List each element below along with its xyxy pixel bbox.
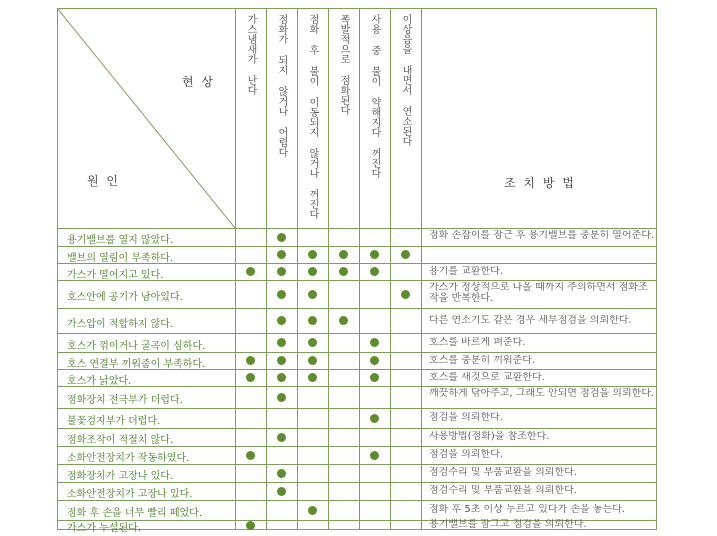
- symptom-mark-dot: [277, 338, 286, 347]
- remedy-cell: 점검수리 및 부품교환을 의뢰한다.: [429, 467, 577, 478]
- cause-cell: 호스가 꺾이거나 굴곡이 심하다.: [67, 340, 206, 352]
- symptom-mark-dot: [277, 316, 286, 325]
- grid-hline: [57, 464, 657, 465]
- symptom-mark-dot: [308, 338, 317, 347]
- grid-vline: [328, 8, 329, 530]
- grid-vline: [235, 8, 236, 530]
- symptom-mark-dot: [308, 290, 317, 299]
- grid-vline: [266, 8, 267, 530]
- cause-cell: 점화조작이 적절치 않다.: [67, 435, 174, 446]
- cause-cell: 소화안전장치가 고장나 있다.: [67, 489, 193, 500]
- phenomenon-header: 현 상: [182, 75, 215, 89]
- symptom-mark-dot: [277, 290, 286, 299]
- grid-hline: [57, 228, 657, 229]
- symptom-mark-dot: [277, 393, 286, 402]
- action-header: 조 치 방 법: [504, 176, 576, 190]
- grid-hline: [57, 446, 657, 447]
- remedy-cell: 용기밸브를 잠그고 점검을 의뢰한다.: [429, 519, 587, 530]
- remedy-cell: 깨끗하게 닦아주고, 그래도 안되면 점검을 의뢰한다.: [429, 388, 655, 399]
- symptom-mark-dot: [277, 356, 286, 365]
- remedy-cell: 호스를 새것으로 교환한다.: [429, 371, 545, 383]
- cause-cell: 밸브의 열림이 부족하다.: [67, 252, 174, 264]
- symptom-mark-dot: [370, 250, 379, 259]
- symptom-header: 이상음을 내면서 연소된다: [400, 14, 411, 146]
- grid-hline: [57, 482, 657, 483]
- cause-cell: 호스 연결부 끼워줌이 부족하다.: [67, 358, 206, 370]
- remedy-cell: 점검을 의뢰한다.: [429, 412, 503, 423]
- symptom-mark-dot: [308, 356, 317, 365]
- symptom-mark-dot: [308, 316, 317, 325]
- grid-hline: [57, 8, 657, 9]
- grid-vline: [297, 8, 298, 530]
- symptom-header: 가스냄새가 난다: [245, 14, 256, 95]
- symptom-mark-dot: [308, 250, 317, 259]
- symptom-mark-dot: [401, 250, 410, 259]
- remedy-cell: 다른 연소기도 같은 경우 세부점검을 의뢰한다.: [429, 314, 632, 326]
- symptom-mark-dot: [277, 250, 286, 259]
- grid-hline: [57, 246, 657, 247]
- symptom-mark-dot: [277, 469, 286, 478]
- remedy-cell: 용기를 교환한다.: [429, 265, 503, 277]
- cause-cell: 가스가 누설된다.: [67, 523, 141, 534]
- symptom-header: 폭발적으로 점화된다: [338, 14, 349, 115]
- symptom-mark-dot: [308, 506, 317, 515]
- symptom-mark-dot: [370, 356, 379, 365]
- grid-vline: [390, 8, 391, 530]
- grid-hline: [57, 333, 657, 334]
- symptom-header: 점화가 되지 않거나 어렵다: [276, 14, 287, 157]
- remedy-cell: 호스를 충분히 끼워준다.: [429, 354, 536, 366]
- cause-cell: 소화안전장치가 작동하였다.: [67, 453, 190, 464]
- symptom-mark-dot: [246, 373, 255, 382]
- cause-cell: 점화장치가 고장나 있다.: [67, 471, 174, 482]
- symptom-mark-dot: [370, 451, 379, 460]
- grid-vline: [421, 8, 422, 530]
- grid-vline: [359, 8, 360, 530]
- symptom-header: 점화 후 불이 이동되지 않거나 꺼진다: [307, 14, 318, 219]
- symptom-mark-dot: [339, 250, 348, 259]
- remedy-cell: 점검을 의뢰한다.: [429, 449, 503, 460]
- symptom-mark-dot: [277, 487, 286, 496]
- symptom-mark-dot: [308, 267, 317, 276]
- symptom-mark-dot: [277, 373, 286, 382]
- header-diagonal-line: [57, 8, 235, 228]
- symptom-header: 사용 중 불이 약해지다 꺼진다: [369, 14, 380, 178]
- cause-cell: 호스안에 공기가 남아있다.: [67, 292, 183, 303]
- symptom-mark-dot: [246, 451, 255, 460]
- grid-hline: [57, 428, 657, 429]
- symptom-mark-dot: [370, 414, 379, 423]
- grid-hline: [57, 408, 657, 409]
- symptom-mark-dot: [277, 233, 286, 242]
- grid-vline: [57, 8, 58, 530]
- grid-hline: [57, 308, 657, 309]
- grid-hline: [57, 352, 657, 353]
- symptom-mark-dot: [246, 521, 255, 530]
- cause-header: 원 인: [87, 174, 120, 188]
- symptom-mark-dot: [277, 267, 286, 276]
- cause-cell: 불꽃검지부가 더럽다.: [67, 416, 161, 427]
- grid-hline: [57, 500, 657, 501]
- cause-cell: 가스압이 적합하지 않다.: [67, 318, 174, 330]
- cause-cell: 점화 후 손을 너무 빨리 떼었다.: [67, 508, 202, 519]
- symptom-mark-dot: [246, 356, 255, 365]
- symptom-mark-dot: [308, 373, 317, 382]
- cause-cell: 가스가 떨어지고 있다.: [67, 269, 164, 281]
- remedy-cell: 가스가 정상적으로 나올 때까지 주의하면서 점화조작을 반복한다.: [429, 282, 648, 304]
- symptom-mark-dot: [277, 433, 286, 442]
- symptom-mark-dot: [370, 373, 379, 382]
- remedy-cell: 호스를 바르게 펴준다.: [429, 336, 526, 348]
- symptom-mark-dot: [401, 290, 410, 299]
- remedy-cell: 사용방법(점화)을 참조한다.: [429, 431, 550, 442]
- symptom-mark-dot: [246, 267, 255, 276]
- remedy-cell: 점검수리 및 부품교환을 의뢰한다.: [429, 485, 577, 496]
- grid-vline: [656, 8, 657, 530]
- grid-hline: [57, 386, 657, 387]
- cause-cell: 용기밸브를 열지 않았다.: [67, 235, 174, 246]
- cause-cell: 점화장치 전극부가 더럽다.: [67, 395, 183, 406]
- cause-cell: 호스가 낡았다.: [67, 375, 132, 387]
- remedy-cell: 점화 손잡이를 잠근 후 용기밸브를 충분히 열어준다.: [429, 230, 655, 241]
- symptom-mark-dot: [370, 267, 379, 276]
- symptom-mark-dot: [339, 267, 348, 276]
- symptom-mark-dot: [339, 316, 348, 325]
- symptom-mark-dot: [370, 338, 379, 347]
- troubleshooting-table: [57, 8, 657, 534]
- remedy-cell: 점화 후 5초 이상 누르고 있다가 손을 놓는다.: [429, 504, 626, 515]
